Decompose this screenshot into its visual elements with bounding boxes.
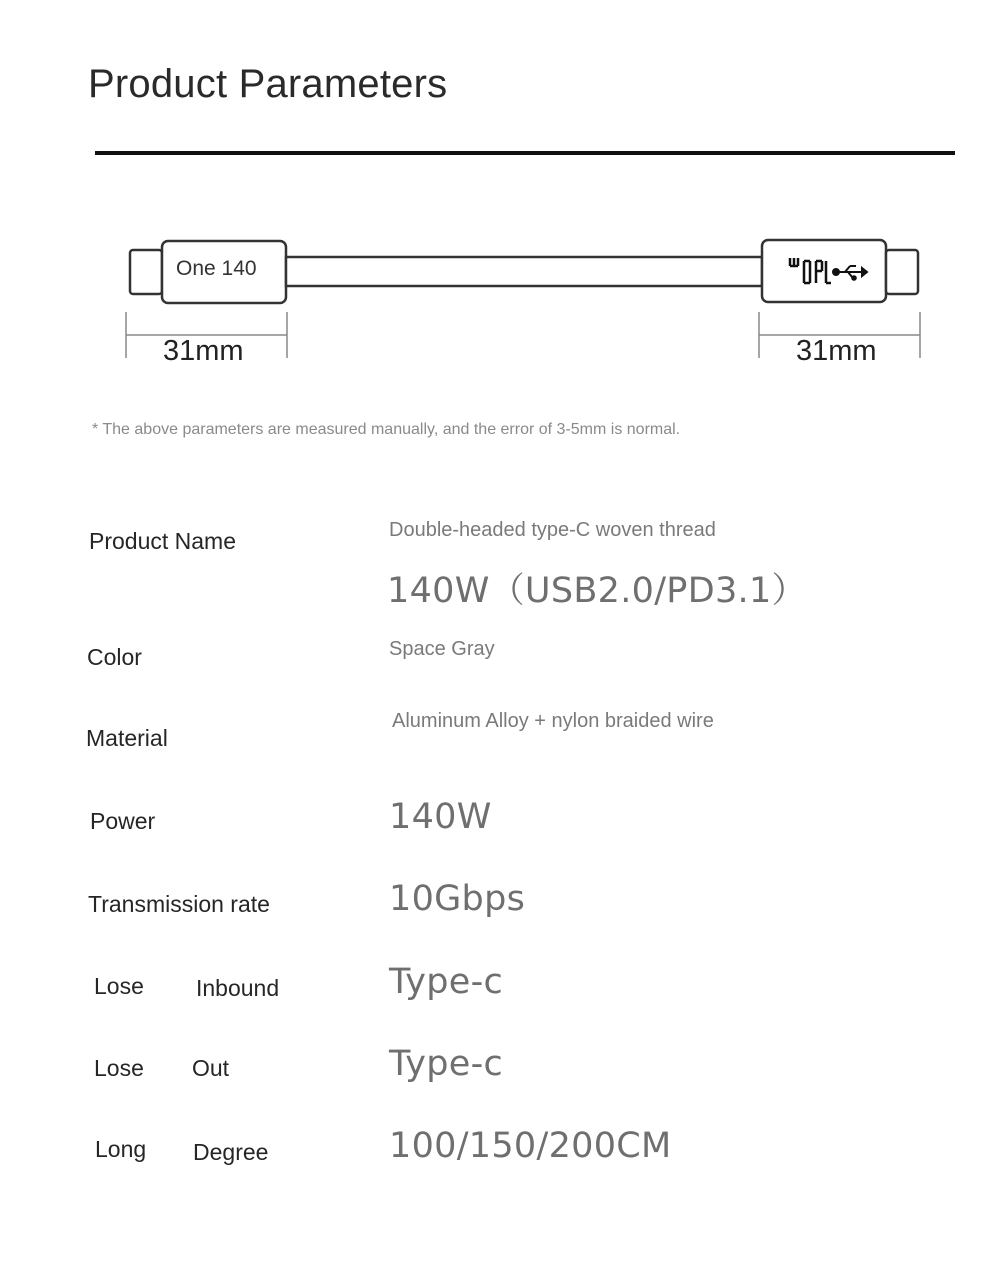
plug-label: One 140	[176, 257, 257, 280]
out-label-a: Lose	[94, 1055, 144, 1081]
material-label: Material	[86, 725, 168, 751]
inbound-value: Type-c	[389, 962, 504, 1002]
transmission-rate-value: 10Gbps	[389, 879, 526, 919]
right-dimension-label: 31mm	[796, 335, 877, 367]
cable-diagram	[110, 225, 940, 385]
left-dimension-label: 31mm	[163, 335, 244, 367]
power-label: Power	[90, 808, 156, 834]
inbound-label-a: Lose	[94, 973, 144, 999]
measurement-note: * The above parameters are measured manually, and the error of 3-5mm is normal.	[92, 421, 681, 438]
length-value: 100/150/200CM	[389, 1126, 672, 1166]
color-label: Color	[87, 644, 142, 670]
title-divider	[95, 151, 955, 155]
power-value: 140W	[389, 797, 492, 837]
color-value: Space Gray	[389, 638, 495, 660]
material-value: Aluminum Alloy + nylon braided wire	[392, 710, 714, 732]
length-label-a: Long	[95, 1136, 147, 1162]
inbound-label-b: Inbound	[196, 975, 280, 1001]
out-value: Type-c	[389, 1044, 504, 1084]
transmission-rate-label: Transmission rate	[88, 891, 270, 917]
page-title: Product Parameters	[88, 62, 448, 106]
product-name-value: Double-headed type-C woven thread	[389, 519, 716, 541]
length-label-b: Degree	[193, 1139, 269, 1165]
product-name-label: Product Name	[89, 528, 237, 554]
out-label-b: Out	[192, 1055, 230, 1081]
product-name-power-value: 140W（USB2.0/PD3.1）	[387, 571, 807, 611]
